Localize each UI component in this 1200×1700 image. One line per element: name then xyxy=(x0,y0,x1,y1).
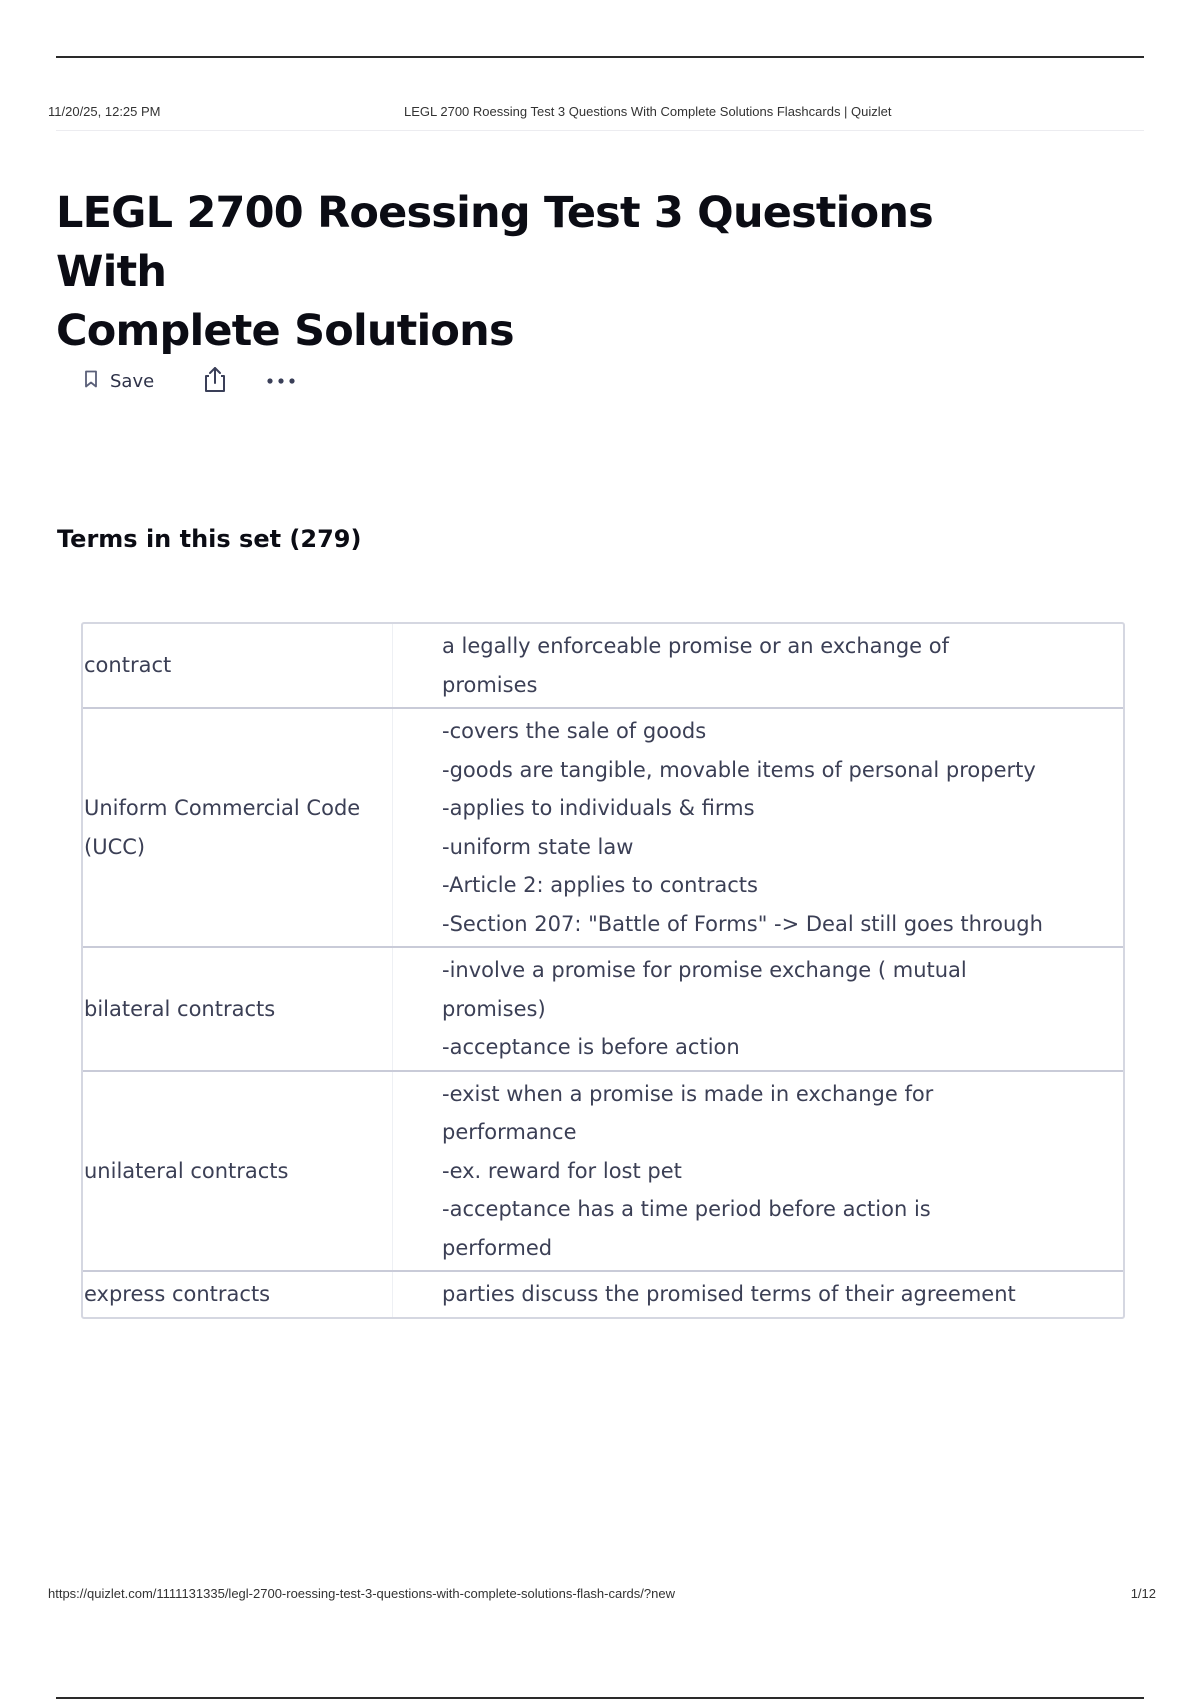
page-title-line-1: LEGL 2700 Roessing Test 3 Questions With xyxy=(56,188,933,297)
set-toolbar xyxy=(84,366,296,396)
term-row xyxy=(83,624,1123,709)
definition-text: -exist when a promise is made in exchange for performance -ex. reward for lost pet -acceptance has a time period before action is performed xyxy=(442,1081,934,1260)
page-title xyxy=(56,184,1056,361)
share-icon xyxy=(202,365,228,398)
save-button[interactable] xyxy=(84,370,154,393)
term-text: contract xyxy=(83,624,393,707)
term-row xyxy=(83,948,1123,1072)
page-number: 1/12 xyxy=(1130,1586,1156,1601)
term-text: bilateral contracts xyxy=(83,948,393,1070)
term-text: unilateral contracts xyxy=(83,1072,393,1271)
term-text: Uniform Commercial Code (UCC) xyxy=(83,709,393,946)
definition-text: parties discuss the promised terms of their agreement xyxy=(442,1282,1016,1306)
print-header xyxy=(48,104,1148,120)
save-button-label: Save xyxy=(110,370,155,392)
page-bottom-rule xyxy=(56,1697,1144,1699)
print-document-title: LEGL 2700 Roessing Test 3 Questions With Complete Solutions Flashcards | Quizlet xyxy=(404,104,892,119)
print-url: https://quizlet.com/1111131335/legl-2700-roessing-test-3-questions-with-complete-solutions-flash-cards/?new xyxy=(48,1586,675,1601)
terms-heading: Terms in this set (279) xyxy=(57,525,362,553)
print-footer xyxy=(48,1586,1156,1604)
more-icon xyxy=(266,372,296,390)
term-row xyxy=(83,1272,1123,1317)
definition-text: -involve a promise for promise exchange ( mutual promises) -acceptance is before action xyxy=(442,958,967,1059)
more-options-button[interactable] xyxy=(266,372,296,390)
print-datetime: 11/20/25, 12:25 PM xyxy=(48,104,161,119)
definition-text: -covers the sale of goods -goods are tangible, movable items of personal property -applies to individuals & firms -uniform state law -Article 2: applies to contracts -Section 207: "Battle of Forms" -> Deal still goes through xyxy=(442,719,1043,936)
term-row xyxy=(83,1072,1123,1273)
terms-table xyxy=(81,622,1125,1319)
definition-text: a legally enforceable promise or an exchange of promises xyxy=(442,634,950,697)
share-button[interactable] xyxy=(202,365,228,398)
page-title-line-2: Complete Solutions xyxy=(56,306,514,356)
header-divider xyxy=(56,130,1144,131)
page-top-rule xyxy=(56,56,1144,58)
bookmark-icon xyxy=(84,370,98,393)
term-text: express contracts xyxy=(83,1272,393,1317)
term-row xyxy=(83,709,1123,948)
